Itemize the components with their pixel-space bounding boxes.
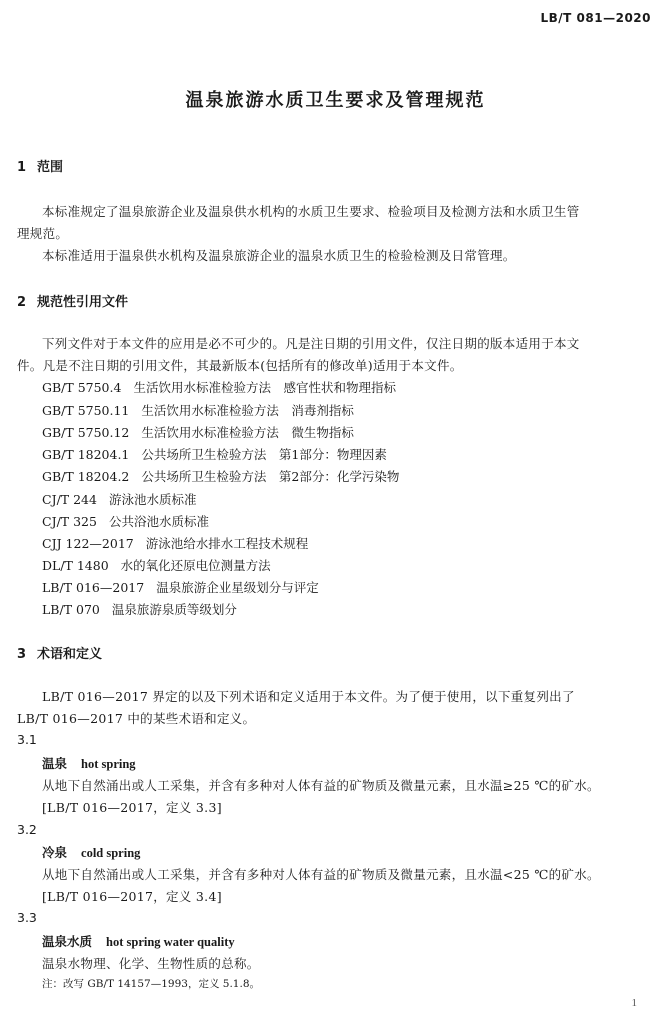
term-heading [42, 754, 136, 772]
reference-code: CJ/T 325 [42, 514, 97, 529]
reference-title: 温泉旅游企业星级划分与评定 [156, 580, 319, 595]
term-zh: 冷泉 [42, 845, 68, 860]
term-note: 注：改写 GB/T 14157—1993，定义 5.1.8。 [42, 978, 260, 990]
reference-item [42, 401, 354, 419]
paragraph-line: 本标准规定了温泉旅游企业及温泉供水机构的水质卫生要求、检验项目及检测方法和水质卫生管 [42, 204, 580, 219]
reference-item [42, 490, 196, 508]
reference-item [42, 556, 271, 574]
reference-item [42, 467, 399, 485]
term-source: [LB/T 016—2017，定义 3.4] [42, 889, 222, 904]
reference-title: 公共场所卫生检验方法 第2部分：化学污染物 [141, 469, 400, 484]
term-en: hot spring water quality [106, 935, 235, 949]
reference-title: 水的氧化还原电位测量方法 [120, 558, 271, 573]
reference-title: 公共场所卫生检验方法 第1部分：物理因素 [141, 447, 387, 462]
section-title: 规范性引用文件 [37, 295, 129, 310]
term-en: cold spring [81, 846, 141, 860]
paragraph-line: 理规范。 [17, 226, 69, 241]
term-number: 3.2 [17, 822, 37, 837]
document-title: 温泉旅游水质卫生要求及管理规范 [185, 90, 486, 111]
reference-item [42, 378, 396, 396]
reference-title: 公共浴池水质标准 [108, 514, 209, 529]
reference-title: 游泳池水质标准 [108, 492, 197, 507]
term-zh: 温泉 [42, 756, 68, 771]
reference-code: GB/T 18204.1 [42, 447, 130, 462]
reference-code: CJJ 122—2017 [42, 536, 134, 551]
reference-title: 生活饮用水标准检验方法 消毒剂指标 [141, 403, 354, 418]
reference-code: DL/T 1480 [42, 558, 109, 573]
reference-title: 生活饮用水标准检验方法 微生物指标 [141, 425, 354, 440]
reference-title: 生活饮用水标准检验方法 感官性状和物理指标 [133, 380, 396, 395]
section-3-heading [17, 643, 102, 662]
term-source: [LB/T 016—2017，定义 3.3] [42, 800, 222, 815]
term-definition: 从地下自然涌出或人工采集，并含有多种对人体有益的矿物质及微量元素，且水温≥25 ℃的矿水。 [42, 778, 600, 793]
term-heading [42, 843, 140, 861]
section-2-heading [17, 291, 128, 310]
reference-code: GB/T 5750.11 [42, 403, 130, 418]
section-number: 2 [17, 295, 27, 310]
reference-item [42, 534, 308, 552]
paragraph-line: 下列文件对于本文件的应用是必不可少的。凡是注日期的引用文件，仅注日期的版本适用于本文 [42, 336, 580, 351]
term-zh: 温泉水质 [42, 934, 93, 949]
paragraph-line: 件。凡是不注日期的引用文件，其最新版本(包括所有的修改单)适用于本文件。 [17, 358, 463, 373]
reference-code: LB/T 070 [42, 602, 100, 617]
reference-code: LB/T 016—2017 [42, 580, 145, 595]
reference-title: 游泳池给水排水工程技术规程 [145, 536, 309, 551]
reference-item [42, 578, 319, 596]
section-title: 范围 [37, 160, 64, 175]
paragraph-line: 本标准适用于温泉供水机构及温泉旅游企业的温泉水质卫生的检验检测及日常管理。 [42, 248, 516, 263]
reference-title: 温泉旅游泉质等级划分 [111, 602, 237, 617]
reference-code: GB/T 5750.4 [42, 380, 122, 395]
term-number: 3.1 [17, 732, 37, 747]
section-title: 术语和定义 [37, 647, 103, 662]
reference-item [42, 423, 354, 441]
reference-code: GB/T 5750.12 [42, 425, 130, 440]
term-en: hot spring [81, 757, 136, 771]
term-number: 3.3 [17, 910, 37, 925]
term-definition: 温泉水物理、化学、生物性质的总称。 [42, 956, 260, 971]
standard-code: LB/T 081—2020 [540, 11, 651, 25]
reference-item [42, 445, 387, 463]
reference-item [42, 600, 237, 618]
page-number: 1 [631, 997, 637, 1009]
term-heading [42, 932, 235, 950]
paragraph-line: LB/T 016—2017 中的某些术语和定义。 [17, 711, 256, 726]
reference-code: GB/T 18204.2 [42, 469, 130, 484]
section-number: 3 [17, 647, 27, 662]
paragraph-line: LB/T 016—2017 界定的以及下列术语和定义适用于本文件。为了便于使用，以下重复列出了 [42, 689, 575, 704]
section-1-heading [17, 156, 63, 175]
term-definition: 从地下自然涌出或人工采集，并含有多种对人体有益的矿物质及微量元素，且水温<25 ℃的矿水。 [42, 867, 600, 882]
reference-item [42, 512, 209, 530]
reference-code: CJ/T 244 [42, 492, 97, 507]
section-number: 1 [17, 160, 27, 175]
